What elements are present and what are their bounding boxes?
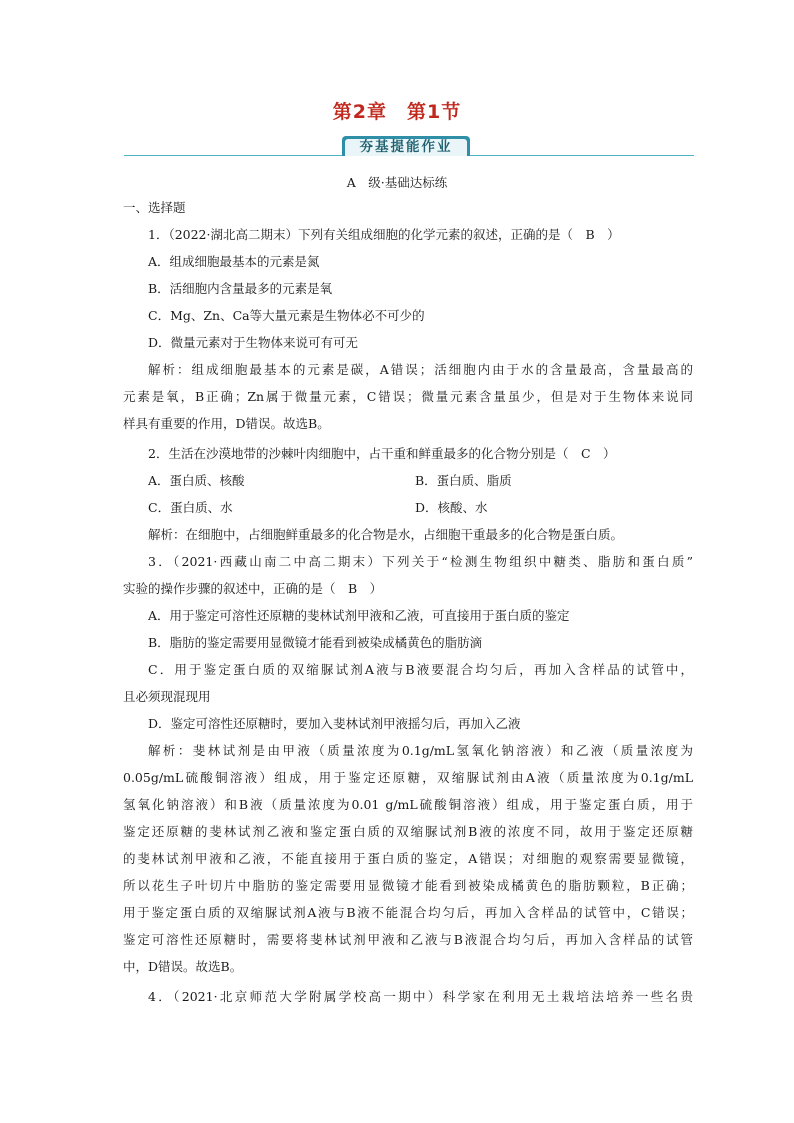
q1-option-d: D．微量元素对于生物体来说可有可无 xyxy=(148,335,359,350)
q2-option-b: B．蛋白质、脂质 xyxy=(415,473,512,488)
q3-option-c-line-2: 且必须现混现用 xyxy=(123,689,211,704)
q3-stem-line-2: 实验的操作步骤的叙述中，正确的是（ B ） xyxy=(123,581,383,596)
q1-option-b: B．活细胞内含量最多的元素是氧 xyxy=(148,281,333,296)
q1-stem: 1．（2022·湖北高二期末）下列有关组成细胞的化学元素的叙述，正确的是（ B ） xyxy=(148,227,620,242)
q1-analysis-line-3: 样具有重要的作用，D错误。故选B。 xyxy=(123,416,330,431)
q3-analysis-line-5: 的斐林试剂甲液和乙液，不能直接用于蛋白质的鉴定，A错误；对细胞的观察需要显微镜， xyxy=(123,851,693,866)
q1-option-c: C．Mg、Zn、Ca等大量元素是生物体必不可少的 xyxy=(148,308,425,323)
q2-option-a: A．蛋白质、核酸 xyxy=(148,473,245,488)
q3-stem-line-1: 3．（2021·西藏山南二中高二期末）下列关于“检测生物组织中糖类、脂肪和蛋白质” xyxy=(148,554,693,569)
q1-option-a: A．组成细胞最基本的元素是氮 xyxy=(148,254,320,269)
q3-analysis-line-9: 中，D错误。故选B。 xyxy=(123,959,243,974)
q3-analysis-line-3: 氢氧化钠溶液）和B液（质量浓度为0.01 g/mL硫酸铜溶液）组成，用于鉴定蛋白质，用于 xyxy=(123,797,693,812)
homework-banner xyxy=(342,136,470,156)
q3-option-c-line-1: C．用于鉴定蛋白质的双缩脲试剂A液与B液要混合均匀后，再加入含样品的试管中， xyxy=(148,662,693,677)
q3-analysis-line-1: 解析：斐林试剂是由甲液（质量浓度为0.1g/mL氢氧化钠溶液）和乙液（质量浓度为 xyxy=(148,743,693,758)
section-title: 一、选择题 xyxy=(123,200,186,215)
q3-analysis-line-4: 鉴定还原糖的斐林试剂乙液和鉴定蛋白质的双缩脲试剂B液的浓度不同，故用于鉴定还原糖 xyxy=(123,824,693,839)
q2-option-d: D．核酸、水 xyxy=(415,500,488,515)
q2-stem: 2．生活在沙漠地带的沙棘叶肉细胞中，占干重和鲜重最多的化合物分别是（ C ） xyxy=(148,446,616,461)
q3-option-b: B．脂肪的鉴定需要用显微镜才能看到被染成橘黄色的脂肪滴 xyxy=(148,635,483,650)
q3-analysis-line-6: 所以花生子叶切片中脂肪的鉴定需要用显微镜才能看到被染成橘黄色的脂肪颗粒，B正确； xyxy=(123,878,693,893)
level-label: A 级·基础达标练 xyxy=(346,175,448,190)
q3-analysis-line-8: 鉴定可溶性还原糖时，需要将斐林试剂甲液和乙液与B液混合均匀后，再加入含样品的试管 xyxy=(123,932,693,947)
q3-analysis-line-7: 用于鉴定蛋白质的双缩脲试剂A液与B液不能混合均匀后，再加入含样品的试管中，C错误； xyxy=(123,905,693,920)
q2-analysis: 解析：在细胞中，占细胞鲜重最多的化合物是水，占细胞干重最多的化合物是蛋白质。 xyxy=(148,527,624,542)
q3-option-a: A．用于鉴定可溶性还原糖的斐林试剂甲液和乙液，可直接用于蛋白质的鉴定 xyxy=(148,608,570,623)
q3-option-d: D．鉴定可溶性还原糖时，要加入斐林试剂甲液摇匀后，再加入乙液 xyxy=(148,716,521,731)
q1-analysis-line-2: 元素是氧，B正确；Zn属于微量元素，C错误；微量元素含量虽少，但是对于生物体来说同 xyxy=(123,389,693,404)
q3-analysis-line-2: 0.05g/mL硫酸铜溶液）组成，用于鉴定还原糖，双缩脲试剂由A液（质量浓度为0.1g/mL xyxy=(123,770,693,785)
chapter-title: 第2章 第1节 xyxy=(332,101,462,123)
q1-analysis-line-1: 解析：组成细胞最基本的元素是碳，A错误；活细胞内由于水的含量最高，含量最高的 xyxy=(148,362,693,377)
q2-option-c: C．蛋白质、水 xyxy=(148,500,233,515)
q4-stem: 4．（2021·北京师范大学附属学校高一期中）科学家在利用无土栽培法培养一些名贵 xyxy=(148,989,693,1004)
homework-banner-label: 夯基提能作业 xyxy=(345,139,467,156)
